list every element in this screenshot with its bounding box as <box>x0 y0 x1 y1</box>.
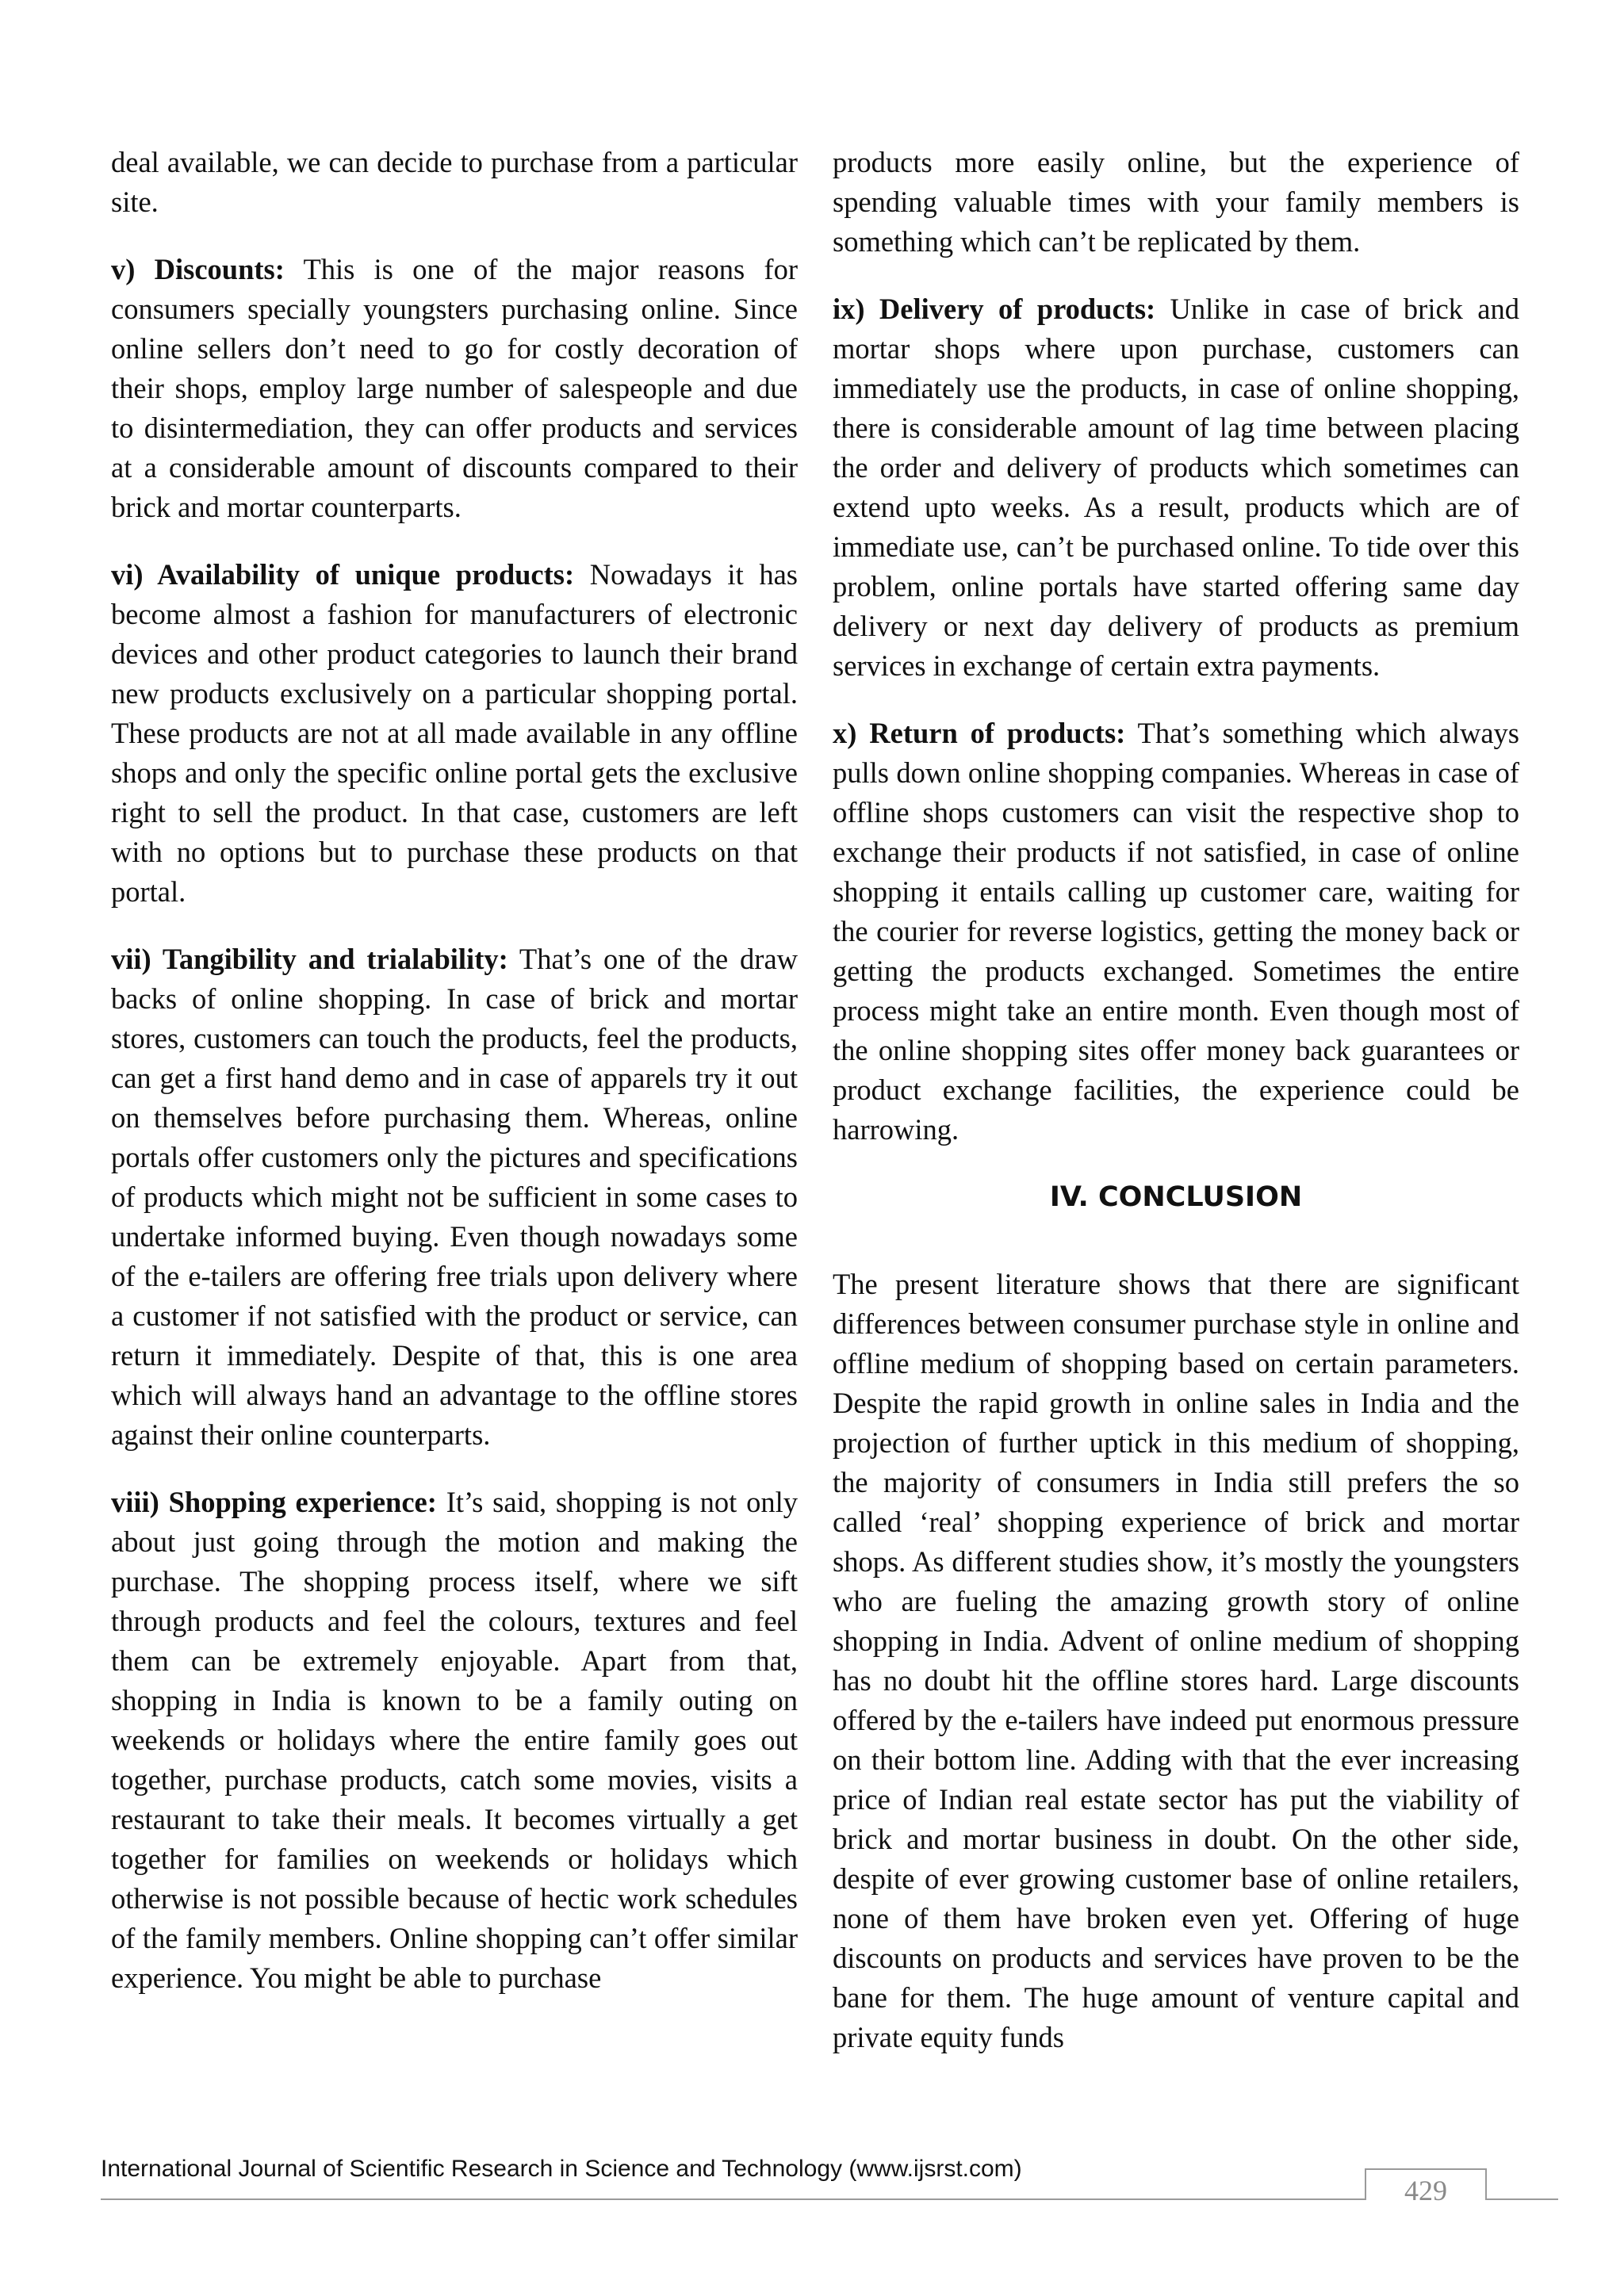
page-number-box <box>1365 2168 1487 2206</box>
heading-discounts: v) Discounts: <box>111 253 285 285</box>
left-column <box>111 143 798 2026</box>
page-number: 429 <box>1404 2175 1447 2206</box>
journal-name: International Journal of Scientific Research in Science and Technology (www.ijsrst.com) <box>101 2156 1022 2182</box>
text-discounts: This is one of the major reasons for consumers specially youngsters purchasing online. Since online sellers don’t need to go for costly decoration of their shops, employ large number of salespeople and due to disintermediation, they can offer products and services at a considerable amount of discounts compared to their brick and mortar counterparts. <box>111 253 798 523</box>
heading-shopping-experience: viii) Shopping experience: <box>111 1486 437 1518</box>
text-delivery: Unlike in case of brick and mortar shops where upon purchase, customers can immediately use the products, in case of online shopping, there is considerable amount of lag time between placing the order and delivery of products which sometimes can extend upto weeks. As a result, products which are of immediate use, can’t be purchased online. To tide over this problem, online portals have started offering same day delivery or next day delivery of products as premium services in exchange of certain extra payments. <box>833 293 1519 682</box>
paragraph-conclusion: The present literature shows that there are significant differences between consumer purchase style in online and offline medium of shopping based on certain parameters. Despite the rapid growth in online sales in India and the projection of further uptick in this medium of shopping, the majority of consumers in India still prefers the so called ‘real’ shopping experience of brick and mortar shops. As different studies show, it’s mostly the youngsters who are fueling the amazing growth story of online shopping in India. Advent of online medium of shopping has no doubt hit the offline stores hard. Large discounts offered by the e-tailers have indeed put enormous pressure on their bottom line. Adding with that the ever increasing price of Indian real estate sector has put the viability of brick and mortar business in doubt. On the other side, despite of ever growing customer base of online retailers, none of them have broken even yet. Offering of huge discounts on products and services have proven to be the bane for them. The huge amount of venture capital and private equity funds <box>833 1268 1519 2053</box>
heading-tangibility: vii) Tangibility and trialability: <box>111 943 508 975</box>
text-unique-products: Nowadays it has become almost a fashion for manufacturers of electronic devices and other product categories to launch their brand new products exclusively on a particular shopping portal. These products are not at all made available in any offline shops and only the specific online portal gets the exclusive right to sell the product. In that case, customers are left with no options but to purchase these products on that portal. <box>111 558 798 908</box>
paragraph-continued: deal available, we can decide to purchase from a particular site. <box>111 146 798 218</box>
text-tangibility: That’s one of the draw backs of online shopping. In case of brick and mortar stores, customers can touch the products, feel the products, can get a first hand demo and in case of apparels try it out on themselves before purchasing them. Whereas, online portals offer customers only the pictures and specifications of products which might not be sufficient in some cases to undertake informed buying. Even though nowadays some of the e-tailers are offering free trials upon delivery where a customer if not satisfied with the product or service, can return it immediately. Despite of that, this is one area which will always hand an advantage to the offline stores against their online counterparts. <box>111 943 799 1451</box>
page-footer <box>101 2152 1560 2216</box>
paragraph-delivery <box>833 289 1519 686</box>
footer-divider <box>101 2198 1558 2200</box>
paragraph-return <box>833 714 1519 1150</box>
heading-delivery: ix) Delivery of products: <box>833 293 1156 325</box>
text-shopping-experience: It’s said, shopping is not only about just going through the motion and making the purchase. The shopping process itself, where we sift through products and feel the colours, textures and feel them can be extremely enjoyable. Apart from that, shopping in India is known to be a family outing on weekends or holidays where the entire family goes out together, purchase products, catch some movies, visits a restaurant to take their meals. It becomes virtually a get together for families on weekends or holidays which otherwise is not possible because of hectic work schedules of the family members. Online shopping can’t offer similar experience. You might be able to purchase <box>111 1486 798 1994</box>
right-column <box>833 143 1519 2085</box>
section-heading-conclusion: IV. CONCLUSION <box>1049 1181 1303 1213</box>
paragraph-tangibility <box>111 939 798 1455</box>
paragraph-unique-products <box>111 555 798 912</box>
heading-unique-products: vi) Availability of unique products: <box>111 558 575 591</box>
paragraph-shopping-experience <box>111 1483 798 1998</box>
paragraph-continued-right: products more easily online, but the experience of spending valuable times with your family members is something which can’t be replicated by them. <box>833 146 1519 258</box>
text-return: That’s something which always pulls down online shopping companies. Whereas in case of offline shops customers can visit the respective shop to exchange their products if not satisfied, in case of online shopping it entails calling up customer care, waiting for the courier for reverse logistics, getting the money back or getting the products exchanged. Sometimes the entire process might take an entire month. Even though most of the online shopping sites offer money back guarantees or product exchange facilities, the experience could be harrowing. <box>833 717 1519 1146</box>
heading-return: x) Return of products: <box>833 717 1126 749</box>
paragraph-discounts <box>111 250 798 527</box>
